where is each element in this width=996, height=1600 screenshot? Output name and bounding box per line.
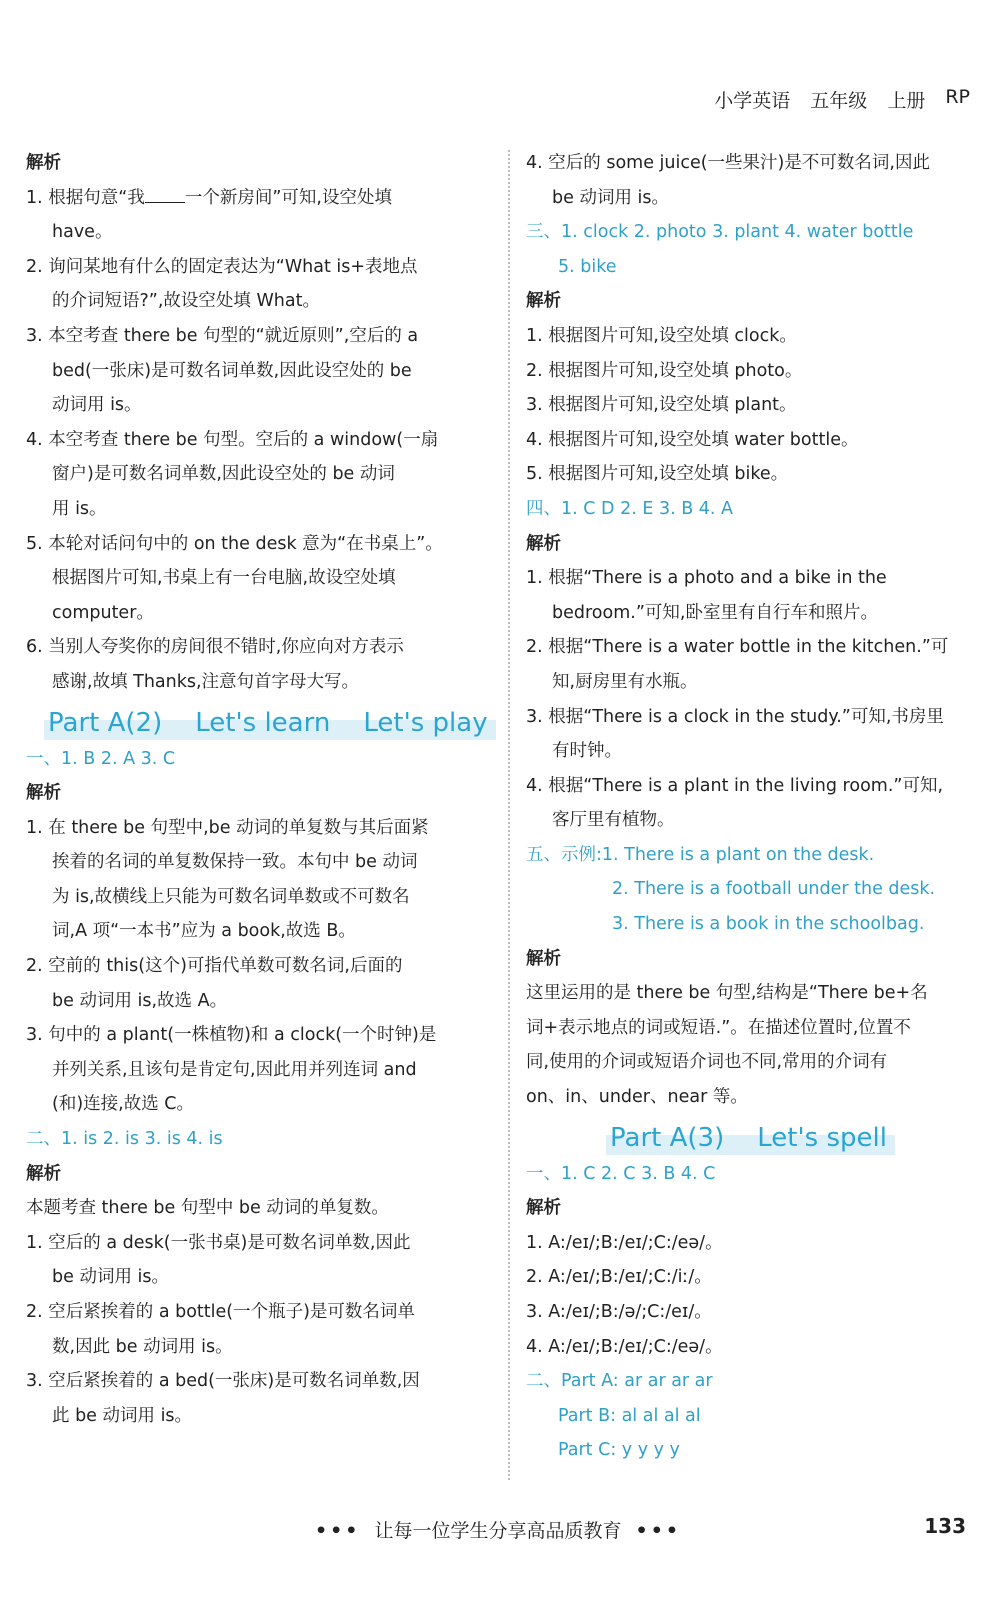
footer-dots-right: •••	[635, 1520, 681, 1542]
text-line: bedroom.”可知,卧室里有自行车和照片。	[552, 602, 878, 623]
text-line: 词,A 项“一本书”应为 a book,故选 B。	[52, 921, 356, 942]
text-line: have。	[52, 222, 113, 243]
answer-line: 三、1. clock 2. photo 3. plant 4. water bottle	[526, 222, 914, 243]
text-line: 3. A:/eɪ/;B:/ə/;C:/eɪ/。	[526, 1302, 712, 1322]
text-line: 窗户)是可数名词单数,因此设空处的 be 动词	[52, 464, 395, 485]
answer-line: 一、1. B 2. A 3. C	[26, 748, 176, 769]
analysis-heading: 解析	[526, 291, 561, 312]
text-line: 2. 询问某地有什么的固定表达为“What is+表地点	[26, 256, 418, 277]
text-line: 根据图片可知,书桌上有一台电脑,故设空处填	[52, 568, 396, 589]
answer-line: 3. There is a book in the schoolbag.	[612, 914, 925, 935]
footer-dots-left: •••	[315, 1520, 361, 1542]
text-line: be 动词用 is。	[52, 1267, 169, 1288]
text-line: 2. 根据图片可知,设空处填 photo。	[526, 360, 803, 381]
text-line: 3. 根据图片可知,设空处填 plant。	[526, 395, 797, 416]
text-line: 数,因此 be 动词用 is。	[52, 1336, 233, 1357]
text-line: 3. 根据“There is a clock in the study.”可知,书房里	[526, 706, 944, 727]
text-line: 此 be 动词用 is。	[52, 1405, 193, 1426]
text-line: 并列关系,且该句是肯定句,因此用并列连词 and	[52, 1059, 417, 1080]
header-volume: 上册	[887, 90, 926, 112]
header-edition: RP	[945, 86, 970, 108]
text-line: 动词用 is。	[52, 395, 142, 416]
text-line: 1. 空后的 a desk(一张书桌)是可数名词单数,因此	[26, 1232, 411, 1253]
section-title-part-a3: Part A(3) Let's spell	[606, 1119, 895, 1155]
text-line: bed(一张床)是可数名词单数,因此设空处的 be	[52, 360, 412, 381]
text-line: 3. 句中的 a plant(一株植物)和 a clock(一个时钟)是	[26, 1025, 437, 1046]
text-line: 4. 根据“There is a plant in the living room.”可知,	[526, 775, 944, 796]
analysis-heading: 解析	[526, 948, 561, 969]
answer-line: 五、示例:1. There is a plant on the desk.	[526, 844, 875, 865]
text-line: on、in、under、near 等。	[526, 1087, 748, 1108]
text-line: 1. 根据句意“我 一个新房间”可知,设空处填	[26, 187, 392, 208]
analysis-heading: 解析	[26, 1163, 61, 1184]
text-line: 2. 空后紧挨着的 a bottle(一个瓶子)是可数名词单	[26, 1302, 415, 1322]
text-line: 1. 根据“There is a photo and a bike in the	[526, 568, 887, 589]
text-line: 客厅里有植物。	[552, 810, 675, 831]
header-grade: 五年级	[810, 90, 868, 112]
text-line: 2. A:/eɪ/;B:/eɪ/;C:/iː/。	[526, 1267, 712, 1288]
analysis-heading: 解析	[526, 1198, 561, 1219]
text-line: 这里运用的是 there be 句型,结构是“There be+名	[526, 983, 928, 1004]
text-line: 5. 根据图片可知,设空处填 bike。	[526, 464, 789, 485]
section-title-part-a2: Part A(2) Let's learn Let's play	[44, 704, 496, 740]
answer-line: 一、1. C 2. C 3. B 4. C	[526, 1163, 716, 1184]
text-line: 感谢,故填 Thanks,注意句首字母大写。	[52, 671, 360, 692]
page-number: 133	[924, 1514, 966, 1538]
text-line: computer。	[52, 602, 154, 623]
header-subject: 小学英语	[714, 90, 791, 112]
text-line: 2. 空前的 this(这个)可指代单数可数名词,后面的	[26, 956, 403, 977]
text-line: 4. 本空考查 there be 句型。空后的 a window(一扇	[26, 429, 439, 450]
text-line: 本题考查 there be 句型中 be 动词的单复数。	[26, 1198, 389, 1219]
answer-line: 二、Part A: ar ar ar ar	[526, 1371, 713, 1392]
text-line: 4. A:/eɪ/;B:/eɪ/;C:/eə/。	[526, 1336, 723, 1357]
text-line: 同,使用的介词或短语介词也不同,常用的介词有	[526, 1052, 888, 1073]
text-line: 4. 根据图片可知,设空处填 water bottle。	[526, 429, 859, 450]
text-line: 的介词短语?”,故设空处填 What。	[52, 291, 320, 312]
page-footer	[0, 1516, 996, 1543]
text-line: be 动词用 is。	[552, 187, 669, 208]
answer-line: 二、1. is 2. is 3. is 4. is	[26, 1129, 223, 1150]
fill-blank	[145, 188, 185, 203]
answer-line: Part B: al al al al	[558, 1405, 701, 1426]
column-divider	[508, 150, 510, 1480]
answer-line: 四、1. C D 2. E 3. B 4. A	[526, 498, 734, 519]
text-line: 挨着的名词的单复数保持一致。本句中 be 动词	[52, 852, 418, 873]
text-line: 6. 当别人夸奖你的房间很不错时,你应向对方表示	[26, 637, 404, 658]
text-line: 为 is,故横线上只能为可数名词单数或不可数名	[52, 886, 410, 907]
text-line: 3. 空后紧挨着的 a bed(一张床)是可数名词单数,因	[26, 1371, 420, 1392]
right-column	[526, 146, 988, 1468]
answer-line: 5. bike	[558, 256, 617, 277]
footer-slogan: 让每一位学生分享高品质教育	[374, 1520, 622, 1542]
analysis-heading: 解析	[26, 783, 61, 804]
answer-line: 2. There is a football under the desk.	[612, 879, 936, 900]
text-line: 3. 本空考查 there be 句型的“就近原则”,空后的 a	[26, 325, 419, 346]
text-line: 用 is。	[52, 498, 107, 519]
text-line: 1. 根据图片可知,设空处填 clock。	[526, 325, 797, 346]
page-header	[714, 86, 970, 113]
text-line: 1. A:/eɪ/;B:/eɪ/;C:/eə/。	[526, 1232, 723, 1253]
text-line: 1. 在 there be 句型中,be 动词的单复数与其后面紧	[26, 817, 429, 838]
answer-line: Part C: y y y y	[558, 1440, 680, 1461]
analysis-heading: 解析	[526, 533, 561, 554]
text-line: 有时钟。	[552, 741, 622, 762]
analysis-heading: 解析	[26, 153, 61, 173]
text-line: 2. 根据“There is a water bottle in the kitchen.”可	[526, 637, 949, 658]
text-line: (和)连接,故选 C。	[52, 1094, 194, 1115]
text-line: 知,厨房里有水瓶。	[552, 671, 698, 692]
text-line: 词+表示地点的词或短语.”。在描述位置时,位置不	[526, 1017, 911, 1038]
left-column	[26, 146, 496, 1433]
text-line: be 动词用 is,故选 A。	[52, 990, 228, 1011]
text-line: 4. 空后的 some juice(一些果汁)是不可数名词,因此	[526, 153, 930, 173]
text-line: 5. 本轮对话问句中的 on the desk 意为“在书桌上”。	[26, 533, 443, 554]
